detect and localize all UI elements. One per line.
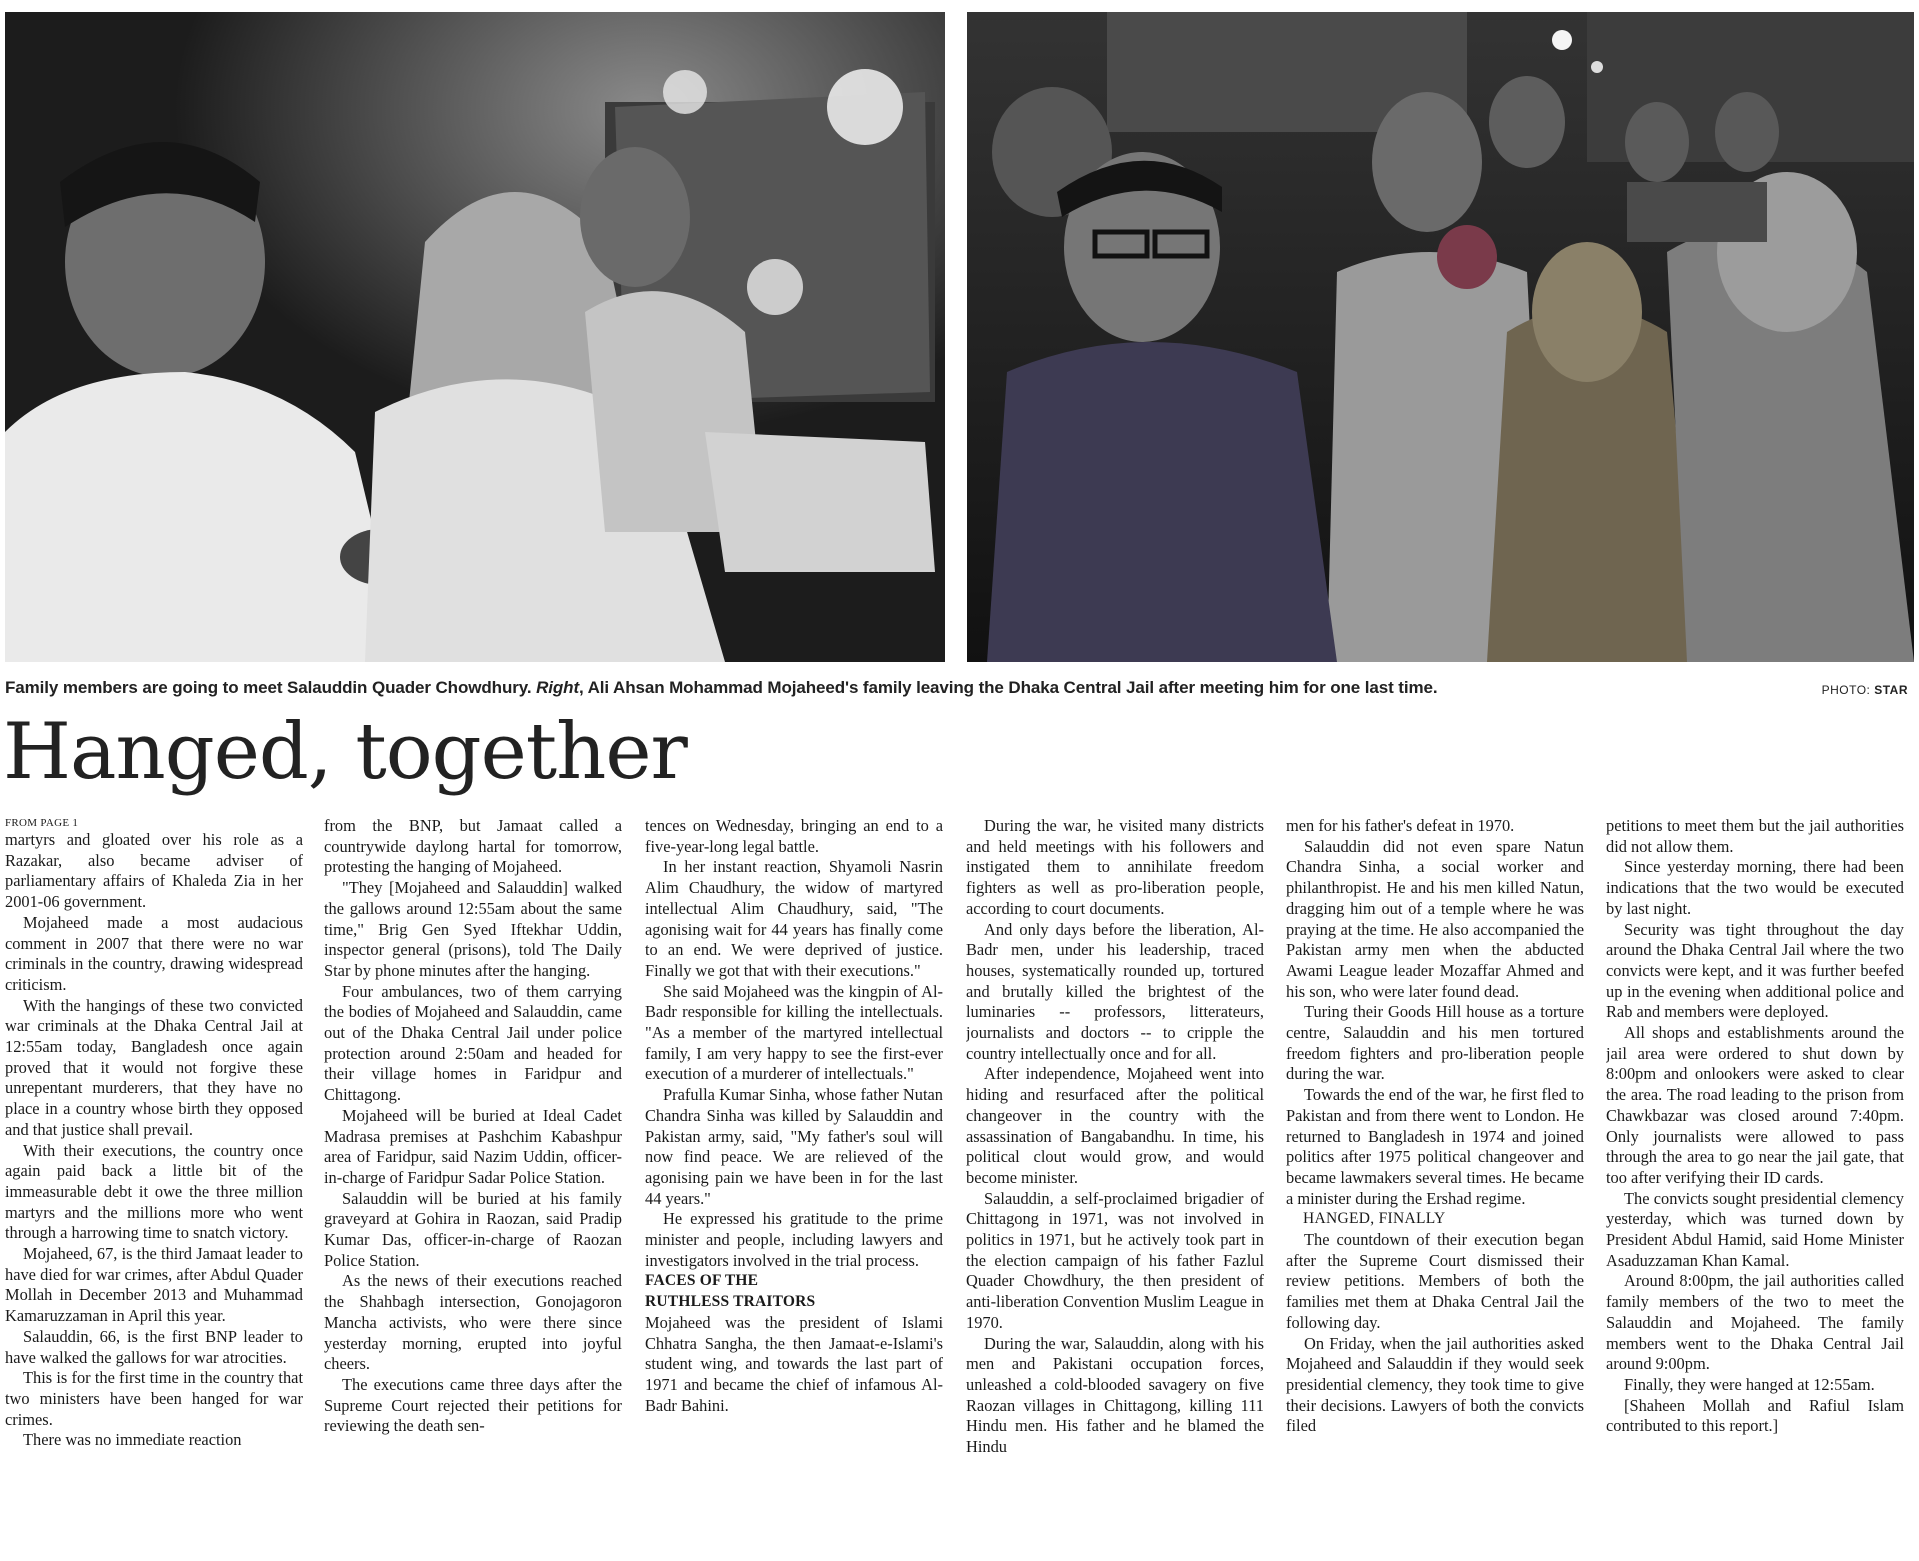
paragraph: All shops and establishments around the jail area were ordered to shut down by 8:00pm and onlookers were asked to clear the area. The road leading to the prison from Chawkbazar was closed around 7:40pm. Only journalists were allowed to pass through the area to go near the jail gate, that too after verifying their ID cards.	[1606, 1023, 1904, 1187]
paragraph: Around 8:00pm, the jail authorities called family members of the two to meet the Salauddin and Mojaheed. The family members went to the Dhaka Central Jail around 9:00pm.	[1606, 1271, 1904, 1374]
folio-from-page-1: FROM PAGE 1	[5, 817, 79, 829]
paragraph: The executions came three days after the Supreme Court rejected their petitions for reviewing the death sen-	[324, 1374, 622, 1436]
photo-credit	[1822, 683, 1908, 697]
paragraph: On Friday, when the jail authorities asked Mojaheed and Salauddin if they would seek presidential clemency, they took time to give their decisions. Lawyers of both the convicts filed	[1286, 1333, 1584, 1436]
paragraph: After independence, Mojaheed went into hiding and resurfaced after the political changeover in the country with the assassination of Bangabandhu. In time, his political clout would grow, and would become minister.	[966, 1064, 1264, 1187]
paragraph: martyrs and gloated over his role as a Razakar, also became adviser of parliamentary affairs of Khaleda Zia in her 2001-06 government.	[5, 830, 303, 912]
paragraph: He expressed his gratitude to the prime minister and people, including lawyers and investigators involved in the trial process.	[645, 1209, 943, 1270]
paragraph: During the war, Salauddin, along with his men and Pakistani occupation forces, unleashed a cold-blooded savagery on five Raozan villages in Chittagong, killing 111 Hindu men. His father and he blamed the Hindu	[966, 1333, 1264, 1457]
paragraph: men for his father's defeat in 1970.	[1286, 816, 1515, 835]
subhead-faces-line-2: RUTHLESS TRAITORS	[645, 1293, 816, 1311]
paragraph: Mojaheed made a most audacious comment in 2007 that there were no war criminals in the country, drawing widespread criticism.	[5, 912, 303, 994]
paragraph: In her instant reaction, Shyamoli Nasrin Alim Chaudhury, the widow of martyred intellectual Alim Chaudhury, said, "The agonising wait for 44 years has finally come to an end. We were deprived of justice. Finally we got that with their executions."	[645, 857, 943, 980]
paragraph: With their executions, the country once again paid back a little bit of the immeasurable debt it owe the three million martyrs and the millions more who went through a harrowing time to snatch victory.	[5, 1140, 303, 1243]
article-column-1	[5, 816, 303, 1558]
article-column-4	[966, 816, 1264, 1558]
article-column-5	[1286, 816, 1584, 1558]
paragraph: "They [Mojaheed and Salauddin] walked the gallows around 12:55am about the same time," Brig Gen Syed Iftekhar Uddin, inspector general (prisons), told The Daily Star by phone minutes after the hanging.	[324, 878, 622, 980]
paragraph: The countdown of their execution began after the Supreme Court dismissed their review petitions. Members of both the families met them at Dhaka Central Jail the following day.	[1286, 1230, 1584, 1332]
paragraph: Salauddin, a self-proclaimed brigadier of Chittagong in 1971, was not involved in politics in 1971, but he actively took part in the election campaign of his father Fazlul Quader Chowdhury, the then president of anti-liberation Convention Muslim League in 1970.	[966, 1188, 1264, 1332]
photo-family-in-car-illustration	[5, 12, 945, 662]
subhead-faces-line-1: FACES OF THE	[645, 1272, 759, 1290]
article-column-3	[645, 816, 943, 1558]
paragraph: And only days before the liberation, Al-Badr men, under his leadership, traced houses, systematically rounded up, tortured and brutally killed the brightest of the luminaries -- professors, litterateurs, journalists and doctors -- to cripple the country intellectually once and for all.	[966, 919, 1264, 1063]
paragraph: Mojaheed was the president of Islami Chhatra Sangha, the then Jamaat-e-Islami's student wing, and towards the last part of 1971 and became the chief of infamous Al-Badr Bahini.	[645, 1312, 943, 1415]
paragraph: from the BNP, but Jamaat called a countrywide daylong hartal for tomorrow, protesting the hanging of Mojaheed.	[324, 816, 622, 877]
paragraph: Towards the end of the war, he first fled to Pakistan and from there went to London. He returned to Bangladesh in 1974 and joined politics after 1975 political changeover and became lawmakers several times. He became a minister during the Ershad regime.	[1286, 1085, 1584, 1208]
photo-credit-source: STAR	[1874, 683, 1908, 697]
paragraph: Mojaheed will be buried at Ideal Cadet Madrasa premises at Pashchim Kabashpur area of Faridpur, said Nazim Uddin, officer-in-charge of Faridpur Sadar Police Station.	[324, 1105, 622, 1187]
paragraph: With the hangings of these two convicted war criminals at the Dhaka Central Jail at 12:55am today, Bangladesh once again proved that it would not forgive these unrepentant murderers, that they have no place in a country whose birth they opposed and that justice shall prevail.	[5, 995, 303, 1139]
caption-right-label: Right	[536, 678, 580, 697]
paragraph: [Shaheen Mollah and Rafiul Islam contributed to this report.]	[1606, 1395, 1904, 1436]
headline: Hanged, together	[3, 707, 687, 797]
paragraph: There was no immediate reaction	[23, 1430, 242, 1450]
paragraph: Finally, they were hanged at 12:55am.	[1624, 1374, 1875, 1394]
paragraph: Mojaheed, 67, is the third Jamaat leader to have died for war crimes, after Abdul Quader Mollah in December 2013 and Muhammad Kamaruzzaman in April this year.	[5, 1244, 303, 1326]
caption-part-1: Family members are going to meet Salauddin Quader Chowdhury.	[5, 678, 537, 697]
photo-caption	[5, 678, 1805, 698]
article-column-6	[1606, 816, 1904, 1558]
paragraph: tences on Wednesday, bringing an end to a five-year-long legal battle.	[645, 816, 943, 856]
photo-credit-prefix: PHOTO:	[1821, 683, 1875, 697]
paragraph: petitions to meet them but the jail authorities did not allow them.	[1606, 816, 1904, 856]
paragraph: This is for the first time in the country that two ministers have been hanged for war crimes.	[5, 1368, 303, 1429]
article-column-2	[324, 816, 622, 1558]
paragraph: Salauddin did not even spare Natun Chandra Sinha, a social worker and philanthropist. He and his men killed Natun, dragging him out of a temple where he was praying at the time. He also accompanied the Pakistan army men when the abducted Awami League leader Mozaffar Ahmed and his son, who were later found dead.	[1286, 836, 1584, 1001]
paragraph: Salauddin will be buried at his family graveyard at Gohira in Raozan, said Pradip Kumar Das, officer-in-charge of Raozan Police Station.	[324, 1188, 622, 1270]
photo-family-leaving-jail	[967, 12, 1914, 662]
paragraph: Four ambulances, two of them carrying the bodies of Mojaheed and Salauddin, came out of the Dhaka Central Jail under police protection around 2:50am and headed for their village homes in Faridpur and Chittagong.	[324, 981, 622, 1105]
paragraph: As the news of their executions reached the Shahbagh intersection, Gonojagoron Mancha activists, who were there since yesterday morning, erupted into joyful cheers.	[324, 1271, 622, 1374]
paragraph: Salauddin, 66, is the first BNP leader to have walked the gallows for war atrocities.	[5, 1326, 303, 1367]
paragraph: The convicts sought presidential clemency yesterday, which was turned down by President Abdul Hamid, said Home Minister Asaduzzaman Khan Kamal.	[1606, 1188, 1904, 1270]
paragraph: Turing their Goods Hill house as a torture centre, Salauddin and his men tortured freedom fighters and pro-liberation people during the war.	[1286, 1002, 1584, 1084]
paragraph: Security was tight throughout the day around the Dhaka Central Jail where the two convicts were kept, and it was further beefed up in the evening when additional police and Rab and members were deployed.	[1606, 919, 1904, 1022]
photo-family-leaving-jail-illustration	[967, 12, 1914, 662]
photo-family-in-car	[5, 12, 945, 662]
paragraph: Prafulla Kumar Sinha, whose father Nutan Chandra Sinha was killed by Salauddin and Pakistan army, said, "My father's soul will now find peace. We are relieved of the agonising pain we have been in for the last 44 years."	[645, 1085, 943, 1208]
paragraph: During the war, he visited many districts and held meetings with his followers and instigated them to annihilate freedom fighters as well as pro-liberation people, according to court documents.	[966, 816, 1264, 918]
caption-part-2: , Ali Ahsan Mohammad Mojaheed's family leaving the Dhaka Central Jail after meeting him for one last time.	[579, 678, 1438, 697]
paragraph: She said Mojaheed was the kingpin of Al-Badr responsible for killing the intellectuals. "As a member of the martyred intellectual family, I am very happy to see the first-ever execution of a murderer of intellectuals."	[645, 981, 943, 1084]
paragraph: Since yesterday morning, there had been indications that the two would be executed by last night.	[1606, 857, 1904, 918]
subhead-hanged-finally: HANGED, FINALLY	[1303, 1210, 1446, 1228]
